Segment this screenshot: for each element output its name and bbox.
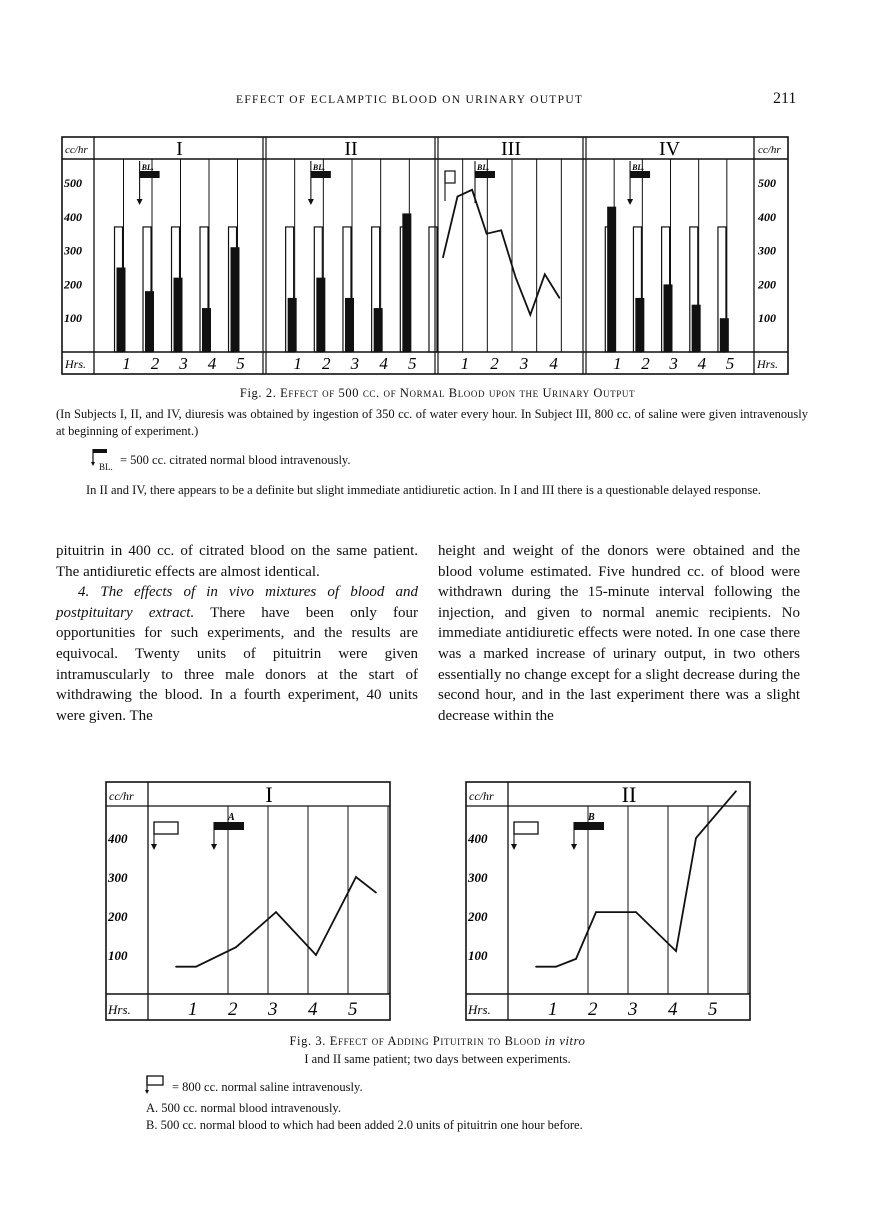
figure-3-line-point	[675, 950, 677, 952]
figure-3-blood-marker	[214, 822, 244, 830]
figure-2-hour-label: 1	[460, 354, 470, 373]
figure-3-hour-label: 3	[268, 999, 278, 1020]
figure-3-saline-flag	[154, 822, 178, 834]
figure-3-unit: cc/hr	[109, 789, 134, 803]
figure-3-hour-label: 2	[228, 999, 238, 1020]
figure-3-hour-label: 2	[588, 999, 598, 1020]
figure-2-bl-label: BL.	[312, 163, 326, 172]
figure-3-chart-I	[104, 778, 394, 1024]
figure-3-line-point	[695, 837, 697, 839]
figure-2-line-point	[529, 314, 531, 316]
figure-2-panel-label: III	[501, 138, 521, 160]
figure-2-unit-left: cc/hr	[65, 144, 88, 156]
figure-2-chart	[60, 134, 790, 379]
body-left-paragraph-1: pituitrin in 400 cc. of citrated blood on the same patient. The antidiuretic effects are almost identical.	[56, 543, 418, 580]
figure-3-line-point	[275, 911, 277, 913]
figure-2-bar	[664, 284, 673, 352]
figure-2-ytick-left: 100	[64, 311, 82, 326]
figure-2-note: (In Subjects I, II, and IV, diuresis was obtained by ingestion of 350 cc. of water every hour. In Subject III, 800 cc. of saline were given intravenously at beginning of experiment.)	[56, 407, 808, 438]
figure-3-line-series	[176, 877, 376, 967]
figure-2-hour-label: 2	[490, 354, 499, 373]
figure-2-bl-marker	[475, 171, 495, 178]
figure-2-bl-label: BL.	[632, 163, 645, 172]
figure-3-chart-II	[464, 778, 754, 1024]
figure-2-line-point	[500, 230, 502, 232]
figure-2-hour-label: 4	[697, 354, 707, 373]
running-title: EFFECT OF ECLAMPTIC BLOOD ON URINARY OUTPUT	[236, 94, 584, 106]
figure-2-line-point	[559, 297, 561, 299]
body-left-column	[56, 541, 418, 726]
figure-2-frame	[62, 137, 788, 374]
figure-3-panel-II	[464, 778, 754, 1024]
figure-2-hour-label: 1	[293, 354, 302, 373]
figure-2-hour-label: 4	[549, 354, 558, 373]
figure-3-blood-marker	[574, 822, 604, 830]
figure-2-ytick-right: 500	[758, 176, 776, 190]
figure-2-bl-marker	[630, 171, 650, 178]
figure-2-line-point	[471, 189, 473, 191]
figure-3-hour-label: 1	[188, 999, 198, 1020]
figure-3-line-point	[735, 790, 737, 792]
figure-2-bar	[692, 305, 701, 352]
figure-3-legend-saline	[144, 1074, 363, 1100]
figure-2-bar	[145, 291, 154, 352]
figure-2-bar	[374, 308, 383, 352]
figure-2-ytick-left: 200	[64, 277, 82, 292]
figure-2-bl-label: BL.	[141, 163, 154, 172]
figure-3-marker-label: A	[228, 812, 235, 823]
figure-2-hour-label: 1	[613, 354, 622, 373]
figure-2-panel-label: II	[344, 138, 358, 160]
figure-3-hrs: Hrs.	[108, 1002, 131, 1017]
figure-3-panel-I	[104, 778, 394, 1024]
figure-3-line-point	[315, 954, 317, 956]
figure-2-bl-arrow	[308, 199, 314, 205]
figure-2-line-series	[443, 190, 559, 315]
figure-3-panel-label: II	[621, 782, 637, 807]
figure-2-legend-symbol-label: BL.	[99, 462, 113, 472]
figure-2-hrs-right: Hrs.	[757, 357, 779, 371]
figure-2-bar	[231, 247, 240, 352]
figure-2-ytick-right: 300	[758, 243, 776, 258]
figure-2-panel-label: I	[176, 138, 183, 160]
figure-2-hour-label: 5	[236, 354, 245, 373]
figure-2-bar	[202, 308, 211, 352]
figure-2-line-point	[442, 257, 444, 259]
page-header	[0, 92, 875, 112]
figure-3-saline-arrow	[511, 844, 517, 850]
figure-2-ytick-right: 400	[758, 209, 776, 224]
figure-3-ytick: 300	[108, 870, 128, 885]
figure-3-saline-arrow	[151, 844, 157, 850]
figure-3-line-point	[355, 876, 357, 878]
figure-3-blood-arrow	[571, 844, 577, 850]
figure-2-bar	[345, 298, 354, 352]
figure-3-caption-italic: in vitro	[544, 1034, 586, 1048]
figure-2-remark: In II and IV, there appears to be a definite but slight immediate antidiuretic action. In I and III there is a questionable delayed response.	[86, 483, 761, 497]
figure-3-panel-label: I	[265, 782, 273, 807]
figure-2-bl-marker	[311, 171, 331, 178]
figure-3-caption-title: Effect of Adding Pituitrin to Blood	[329, 1034, 541, 1048]
figure-3-legend-a: A. 500 cc. normal blood intravenously.	[146, 1101, 341, 1115]
figure-2-hour-label: 3	[519, 354, 529, 373]
figure-3-hour-label: 4	[308, 999, 318, 1020]
figure-3-legend-b: B. 500 cc. normal blood to which had been added 2.0 units of pituitrin one hour before.	[146, 1118, 583, 1132]
figure-3-caption	[0, 1034, 875, 1049]
figure-2-bl-label: BL.	[477, 163, 490, 172]
figure-2-ytick-left: 400	[64, 209, 82, 224]
figure-2-line-point	[544, 273, 546, 275]
figure-3-legend-saline-text: = 800 cc. normal saline intravenously.	[172, 1079, 363, 1094]
figure-2-bar	[174, 278, 183, 352]
figure-3-line-point	[235, 946, 237, 948]
figure-2-legend-text: = 500 cc. citrated normal blood intravenously.	[120, 452, 351, 467]
figure-3-ytick: 300	[468, 870, 488, 885]
figure-2-bar	[402, 213, 411, 352]
figure-2-bar	[607, 207, 616, 352]
figure-2-line-point	[515, 277, 517, 279]
figure-2-caption-title: Effect of 500 cc. of Normal Blood upon the Urinary Output	[280, 386, 636, 400]
figure-2-bar	[635, 298, 644, 352]
figure-3-hrs: Hrs.	[468, 1002, 491, 1017]
figure-2-hour-label: 2	[322, 354, 331, 373]
figure-2-bar	[117, 268, 126, 353]
figure-2-hour-label: 4	[379, 354, 388, 373]
figure-3-line-series	[536, 791, 736, 967]
figure-2-caption-prefix: Fig. 2.	[239, 386, 277, 400]
figure-2-ytick-right: 100	[758, 311, 776, 326]
figure-3-subcaption: I and II same patient; two days between experiments.	[304, 1052, 571, 1066]
figure-2-legend	[90, 448, 350, 472]
section-heading: 4. The effects of in vivo mixtures of blood and postpituitary extract.	[56, 584, 418, 621]
figure-2-hour-label: 5	[408, 354, 417, 373]
saline-flag-icon	[144, 1074, 166, 1100]
body-right-paragraph-1: height and weight of the donors were obtained and the blood volume estimated. Five hundred cc. of blood were withdrawn during the 15-minute interval following the injection, and given to normal anemic recipients. No immediate antidiuretic effects were noted. In one case there was a marked increase of urinary output, in two others essentially no change except for a slight decrease during the second hour, and in the last experiment there was a slight decrease within the	[438, 543, 800, 724]
figure-3-ytick: 100	[108, 948, 128, 963]
figure-2-caption	[0, 386, 875, 401]
figure-3-marker-label: B	[588, 812, 595, 823]
figure-2-bl-arrow	[627, 199, 633, 205]
figure-2-hour-label: 5	[725, 354, 735, 373]
figure-2-saline-flag	[445, 171, 455, 183]
figure-2-panel-label: IV	[658, 138, 681, 160]
figure-2-bar	[316, 278, 325, 352]
figure-3-line-point	[175, 966, 177, 968]
figure-3-ytick: 400	[468, 831, 488, 846]
figure-2-hour-label: 2	[150, 354, 160, 373]
figure-2-hour-label: 1	[122, 354, 131, 373]
figure-3-line-point	[375, 892, 377, 894]
figure-2-hrs-left: Hrs.	[65, 357, 87, 371]
figure-3-line-point	[555, 966, 557, 968]
figure-3-hour-label: 5	[348, 999, 358, 1020]
figure-3-saline-flag	[514, 822, 538, 834]
figure-2-ytick-left: 500	[64, 176, 82, 190]
figure-3-line-point	[195, 966, 197, 968]
body-left-paragraph-2	[56, 582, 418, 726]
figure-2-bar-outline	[429, 227, 437, 352]
figure-3-hour-label: 1	[548, 999, 558, 1020]
figure-3-hour-label: 3	[628, 999, 638, 1020]
figure-3-ytick: 400	[108, 831, 128, 846]
figure-2-bar	[720, 318, 729, 352]
figure-3-hour-label: 4	[668, 999, 678, 1020]
figure-3-blood-arrow	[211, 844, 217, 850]
figure-2-bl-arrow	[137, 199, 143, 205]
figure-3-line-point	[535, 966, 537, 968]
figure-2	[60, 134, 790, 379]
figure-2-line-point	[486, 233, 488, 235]
figure-3-line-point	[575, 958, 577, 960]
figure-3-line-point	[595, 911, 597, 913]
body-left-paragraph-2-text: There have been only four opportunities for such experiments, and the results are equivocal. Twenty units of pituitrin were given intramuscularly to three male donors at the start of withdrawing the blood. In a fourth experiment, 40 units were given. The	[56, 604, 418, 724]
body-right-column	[438, 541, 800, 726]
figure-2-hour-label: 3	[350, 354, 360, 373]
figure-2-hour-label: 2	[641, 354, 650, 373]
figure-2-ytick-left: 300	[64, 243, 82, 258]
figure-2-bar	[288, 298, 297, 352]
figure-3-unit: cc/hr	[469, 789, 494, 803]
page-number: 211	[773, 90, 797, 107]
figure-3-ytick: 200	[468, 909, 488, 924]
figure-3-line-point	[635, 911, 637, 913]
figure-3-ytick: 200	[108, 909, 128, 924]
figure-3-ytick: 100	[468, 948, 488, 963]
figure-2-ytick-right: 200	[758, 277, 776, 292]
figure-2-hour-label: 3	[179, 354, 188, 373]
figure-2-unit-right: cc/hr	[758, 144, 781, 156]
figure-2-hour-label: 3	[669, 354, 678, 373]
figure-3-hour-label: 5	[708, 999, 718, 1020]
figure-2-line-point	[457, 196, 459, 198]
figure-3-caption-prefix: Fig. 3.	[289, 1034, 326, 1048]
figure-2-hour-label: 4	[207, 354, 217, 373]
figure-2-bl-marker	[140, 171, 160, 178]
